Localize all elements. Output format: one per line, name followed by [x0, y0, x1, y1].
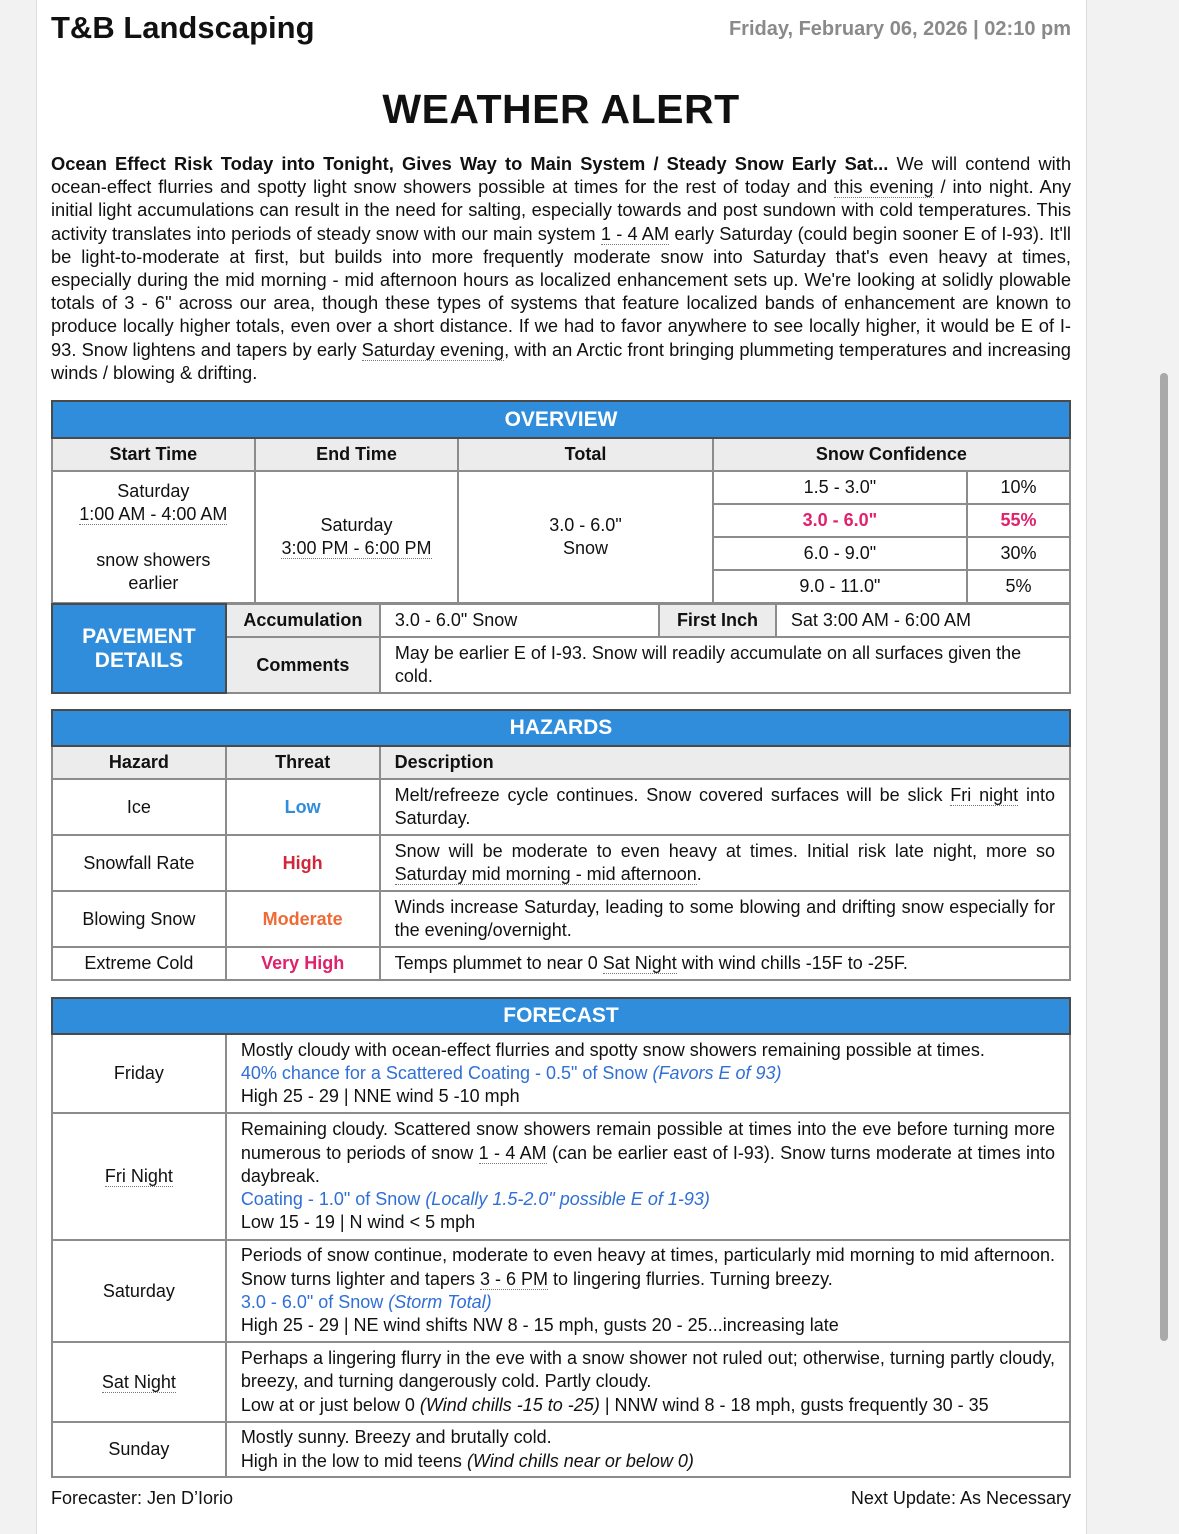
scrollbar[interactable]	[1160, 373, 1168, 1341]
start-note: earlier	[128, 572, 179, 593]
hazards-title: HAZARDS	[52, 710, 1070, 746]
table-row	[52, 1240, 1070, 1342]
forecast-text	[226, 1034, 1070, 1113]
forecast-summary: Perhaps a lingering flurry in the eve with a snow shower not ruled out; otherwise, turning partly cloudy, breezy, and turning dangerously cold. Partly cloudy.	[240, 1348, 1055, 1392]
accumulation-label: Accumulation	[226, 604, 380, 637]
forecast-day: Friday	[52, 1034, 226, 1113]
comments-value: May be earlier E of I-93. Snow will readily accumulate on all surfaces given the cold.	[380, 637, 1070, 693]
desc-text: Temps plummet to near 0	[394, 953, 603, 973]
header-threat: Threat	[226, 746, 380, 779]
accumulation-value: 3.0 - 6.0" Snow	[380, 604, 659, 637]
intro-headline: Ocean Effect Risk Today into Tonight, Gives Way to Main System / Steady Snow Early Sat...	[51, 153, 889, 174]
temps-text: Low at or just below 0	[240, 1394, 420, 1415]
pavement-details-label	[52, 604, 226, 693]
hazards-table	[51, 709, 1071, 981]
forecast-snow	[241, 1291, 1055, 1314]
header-start-time: Start Time	[52, 438, 255, 471]
forecast-summary	[241, 1244, 1055, 1291]
temps-text: High in the low to mid teens	[240, 1450, 467, 1471]
table-row	[52, 779, 1070, 835]
summary-text: Remaining cloudy. Scattered snow showers remain possible at times into the eve before turning more numerous to periods of snow	[240, 1119, 1055, 1163]
summary-text: (can be earlier east of I-93). Snow turns moderate at times into daybreak.	[240, 1142, 1055, 1186]
total-amount: 3.0 - 6.0"	[549, 515, 622, 535]
page-title: WEATHER ALERT	[382, 86, 740, 132]
forecast-text	[226, 1240, 1070, 1342]
intro-link-time[interactable]: 1 - 4 AM	[600, 222, 670, 244]
table-row	[52, 1034, 1070, 1113]
pavement-table	[51, 603, 1071, 694]
confidence-range: 9.0 - 11.0"	[713, 570, 967, 603]
intro-link-this-evening[interactable]: this evening	[834, 176, 934, 198]
confidence-pct: 10%	[967, 471, 1070, 504]
pavement-label-line: PAVEMENT	[82, 624, 196, 648]
hazard-name: Snowfall Rate	[52, 835, 226, 891]
header	[51, 0, 1071, 60]
forecast-table	[51, 997, 1071, 1478]
threat-level: High	[226, 835, 380, 891]
end-time-cell	[255, 471, 459, 603]
header-description: Description	[380, 746, 1070, 779]
hazard-description	[380, 779, 1070, 835]
snow-amount: 3.0 - 6.0" of Snow	[240, 1292, 389, 1312]
snow-note: (Favors E of 93)	[652, 1062, 782, 1083]
intro-paragraph	[51, 152, 1071, 384]
end-day: Saturday	[320, 515, 393, 535]
forecast-snow	[241, 1062, 1055, 1085]
snow-note: (Locally 1.5-2.0" possible E of 1-93)	[425, 1189, 710, 1210]
forecast-summary	[241, 1118, 1055, 1188]
total-cell	[458, 471, 712, 603]
hazard-description	[380, 891, 1070, 947]
hazard-description	[380, 947, 1070, 980]
alert-datetime: Friday, February 06, 2026 | 02:10 pm	[728, 18, 1071, 40]
intro-link-saturday-evening[interactable]: Saturday evening	[361, 338, 505, 360]
table-row	[52, 835, 1070, 891]
forecast-temps	[241, 1450, 1055, 1473]
desc-text: with wind chills -15F to -25F.	[676, 953, 908, 973]
next-update: Next Update: As Necessary	[850, 1488, 1071, 1508]
desc-link[interactable]: Fri night	[950, 785, 1019, 805]
first-inch-value: Sat 3:00 AM - 6:00 AM	[776, 604, 1070, 637]
desc-link[interactable]: Sat Night	[602, 953, 677, 973]
table-row	[52, 1113, 1070, 1240]
header-total: Total	[458, 438, 712, 471]
overview-table	[51, 400, 1071, 604]
desc-text: Winds increase Saturday, leading to some blowing and drifting snow especially for the evening/overnight.	[394, 897, 1055, 940]
desc-text: into Saturday.	[394, 785, 1055, 828]
table-row	[52, 891, 1070, 947]
forecast-temps: High 25 - 29 | NE wind shifts NW 8 - 15 mph, gusts 20 - 25...increasing late	[240, 1315, 839, 1336]
overview-title: OVERVIEW	[52, 401, 1070, 438]
intro-text: early Saturday (could begin sooner E of I-93). It'll be light-to-moderate at first, but builds into more frequently moderate snow into Saturday that's even heavy at times, especially during the mid morning - mid afternoon hours as localized enhancement sets up. We're looking at solidly plowable totals of 3 - 6" across our area, though these types of systems that feature localized bands of enhancement are known to produce locally higher totals, even over a short distance. If we had to favor anywhere to see locally higher, it would be E of I-93. Snow lightens and tapers by early	[51, 222, 1071, 360]
desc-text: Snow will be moderate to even heavy at times. Initial risk late night, more so	[394, 841, 1055, 861]
confidence-pct: 30%	[967, 537, 1070, 570]
forecast-temps: Low 15 - 19 | N wind < 5 mph	[240, 1212, 476, 1233]
temps-note: (Wind chills -15 to -25)	[419, 1394, 600, 1415]
temps-note: (Wind chills near or below 0)	[466, 1450, 694, 1471]
snow-note: (Storm Total)	[388, 1292, 492, 1312]
snow-amount: 40% chance for a Scattered Coating - 0.5" of Snow	[240, 1062, 653, 1083]
forecast-day	[52, 1113, 226, 1240]
confidence-pct: 55%	[967, 504, 1070, 537]
forecast-day-link[interactable]: Sat Night	[101, 1371, 176, 1392]
forecast-day	[52, 1342, 226, 1422]
end-time-range[interactable]: 3:00 PM - 6:00 PM	[281, 538, 432, 558]
forecast-text	[226, 1422, 1070, 1477]
hazard-name: Ice	[52, 779, 226, 835]
forecast-snow	[241, 1188, 1055, 1211]
forecast-summary: Mostly sunny. Breezy and brutally cold.	[240, 1427, 552, 1448]
desc-link[interactable]: Saturday mid morning - mid afternoon	[394, 864, 697, 884]
table-row	[52, 1342, 1070, 1422]
summary-link[interactable]: 1 - 4 AM	[478, 1142, 547, 1163]
start-time-cell	[52, 471, 255, 603]
start-note: snow showers	[96, 549, 211, 570]
table-row	[52, 947, 1070, 980]
intro-text: / into night. Any initial light accumulations can result in the need for salting, especially towards and post sundown with cold temperatures. This activity translates into periods of steady snow with our main system	[51, 176, 1071, 244]
forecast-day: Saturday	[52, 1240, 226, 1342]
confidence-range: 1.5 - 3.0"	[713, 471, 967, 504]
summary-text: to lingering flurries. Turning breezy.	[547, 1268, 833, 1289]
confidence-range: 3.0 - 6.0"	[713, 504, 967, 537]
header-end-time: End Time	[255, 438, 459, 471]
forecast-text	[226, 1342, 1070, 1422]
header-hazard: Hazard	[52, 746, 226, 779]
start-time-range[interactable]: 1:00 AM - 4:00 AM	[79, 503, 228, 524]
forecaster: Forecaster: Jen D’Iorio	[51, 1488, 234, 1508]
hazard-name: Extreme Cold	[52, 947, 226, 980]
forecast-temps	[241, 1394, 1055, 1417]
confidence-range: 6.0 - 9.0"	[713, 537, 967, 570]
intro-text: We will contend with ocean-effect flurries and spotty light snow showers possible at times for the rest of today and	[51, 153, 1071, 198]
table-row	[52, 1422, 1070, 1477]
hazard-name: Blowing Snow	[52, 891, 226, 947]
forecast-day: Sunday	[52, 1422, 226, 1477]
threat-level: Very High	[226, 947, 380, 980]
intro-text: , with an Arctic front bringing plummeting temperatures and increasing winds / blowing & drifting.	[51, 338, 1071, 383]
company-name: T&B Landscaping	[51, 10, 315, 45]
threat-level: Moderate	[226, 891, 380, 947]
first-inch-label: First Inch	[659, 604, 776, 637]
desc-text: .	[696, 864, 702, 884]
forecast-text	[226, 1113, 1070, 1240]
forecast-summary: Mostly cloudy with ocean-effect flurries and spotty snow showers remaining possible at times.	[240, 1039, 985, 1060]
summary-link[interactable]: 3 - 6 PM	[479, 1268, 548, 1289]
confidence-pct: 5%	[967, 570, 1070, 603]
snow-amount: Coating - 1.0" of Snow	[240, 1189, 426, 1210]
forecast-title: FORECAST	[52, 998, 1070, 1034]
document-page	[36, 0, 1087, 1534]
forecast-temps: High 25 - 29 | NNE wind 5 -10 mph	[240, 1086, 520, 1107]
threat-level: Low	[226, 779, 380, 835]
hazard-description	[380, 835, 1070, 891]
header-snow-confidence: Snow Confidence	[713, 438, 1070, 471]
summary-text: Periods of snow continue, moderate to even heavy at times, particularly mid morning to mid afternoon. Snow turns lighter and tapers	[240, 1245, 1055, 1289]
total-type: Snow	[562, 538, 609, 558]
comments-label: Comments	[226, 637, 380, 693]
desc-text: Melt/refreeze cycle continues. Snow covered surfaces will be slick	[394, 785, 951, 805]
forecast-day-link[interactable]: Fri Night	[104, 1166, 173, 1186]
start-day: Saturday	[117, 480, 190, 501]
pavement-label-line: DETAILS	[94, 648, 184, 672]
temps-text: | NNW wind 8 - 18 mph, gusts frequently 30 - 35	[599, 1394, 989, 1415]
